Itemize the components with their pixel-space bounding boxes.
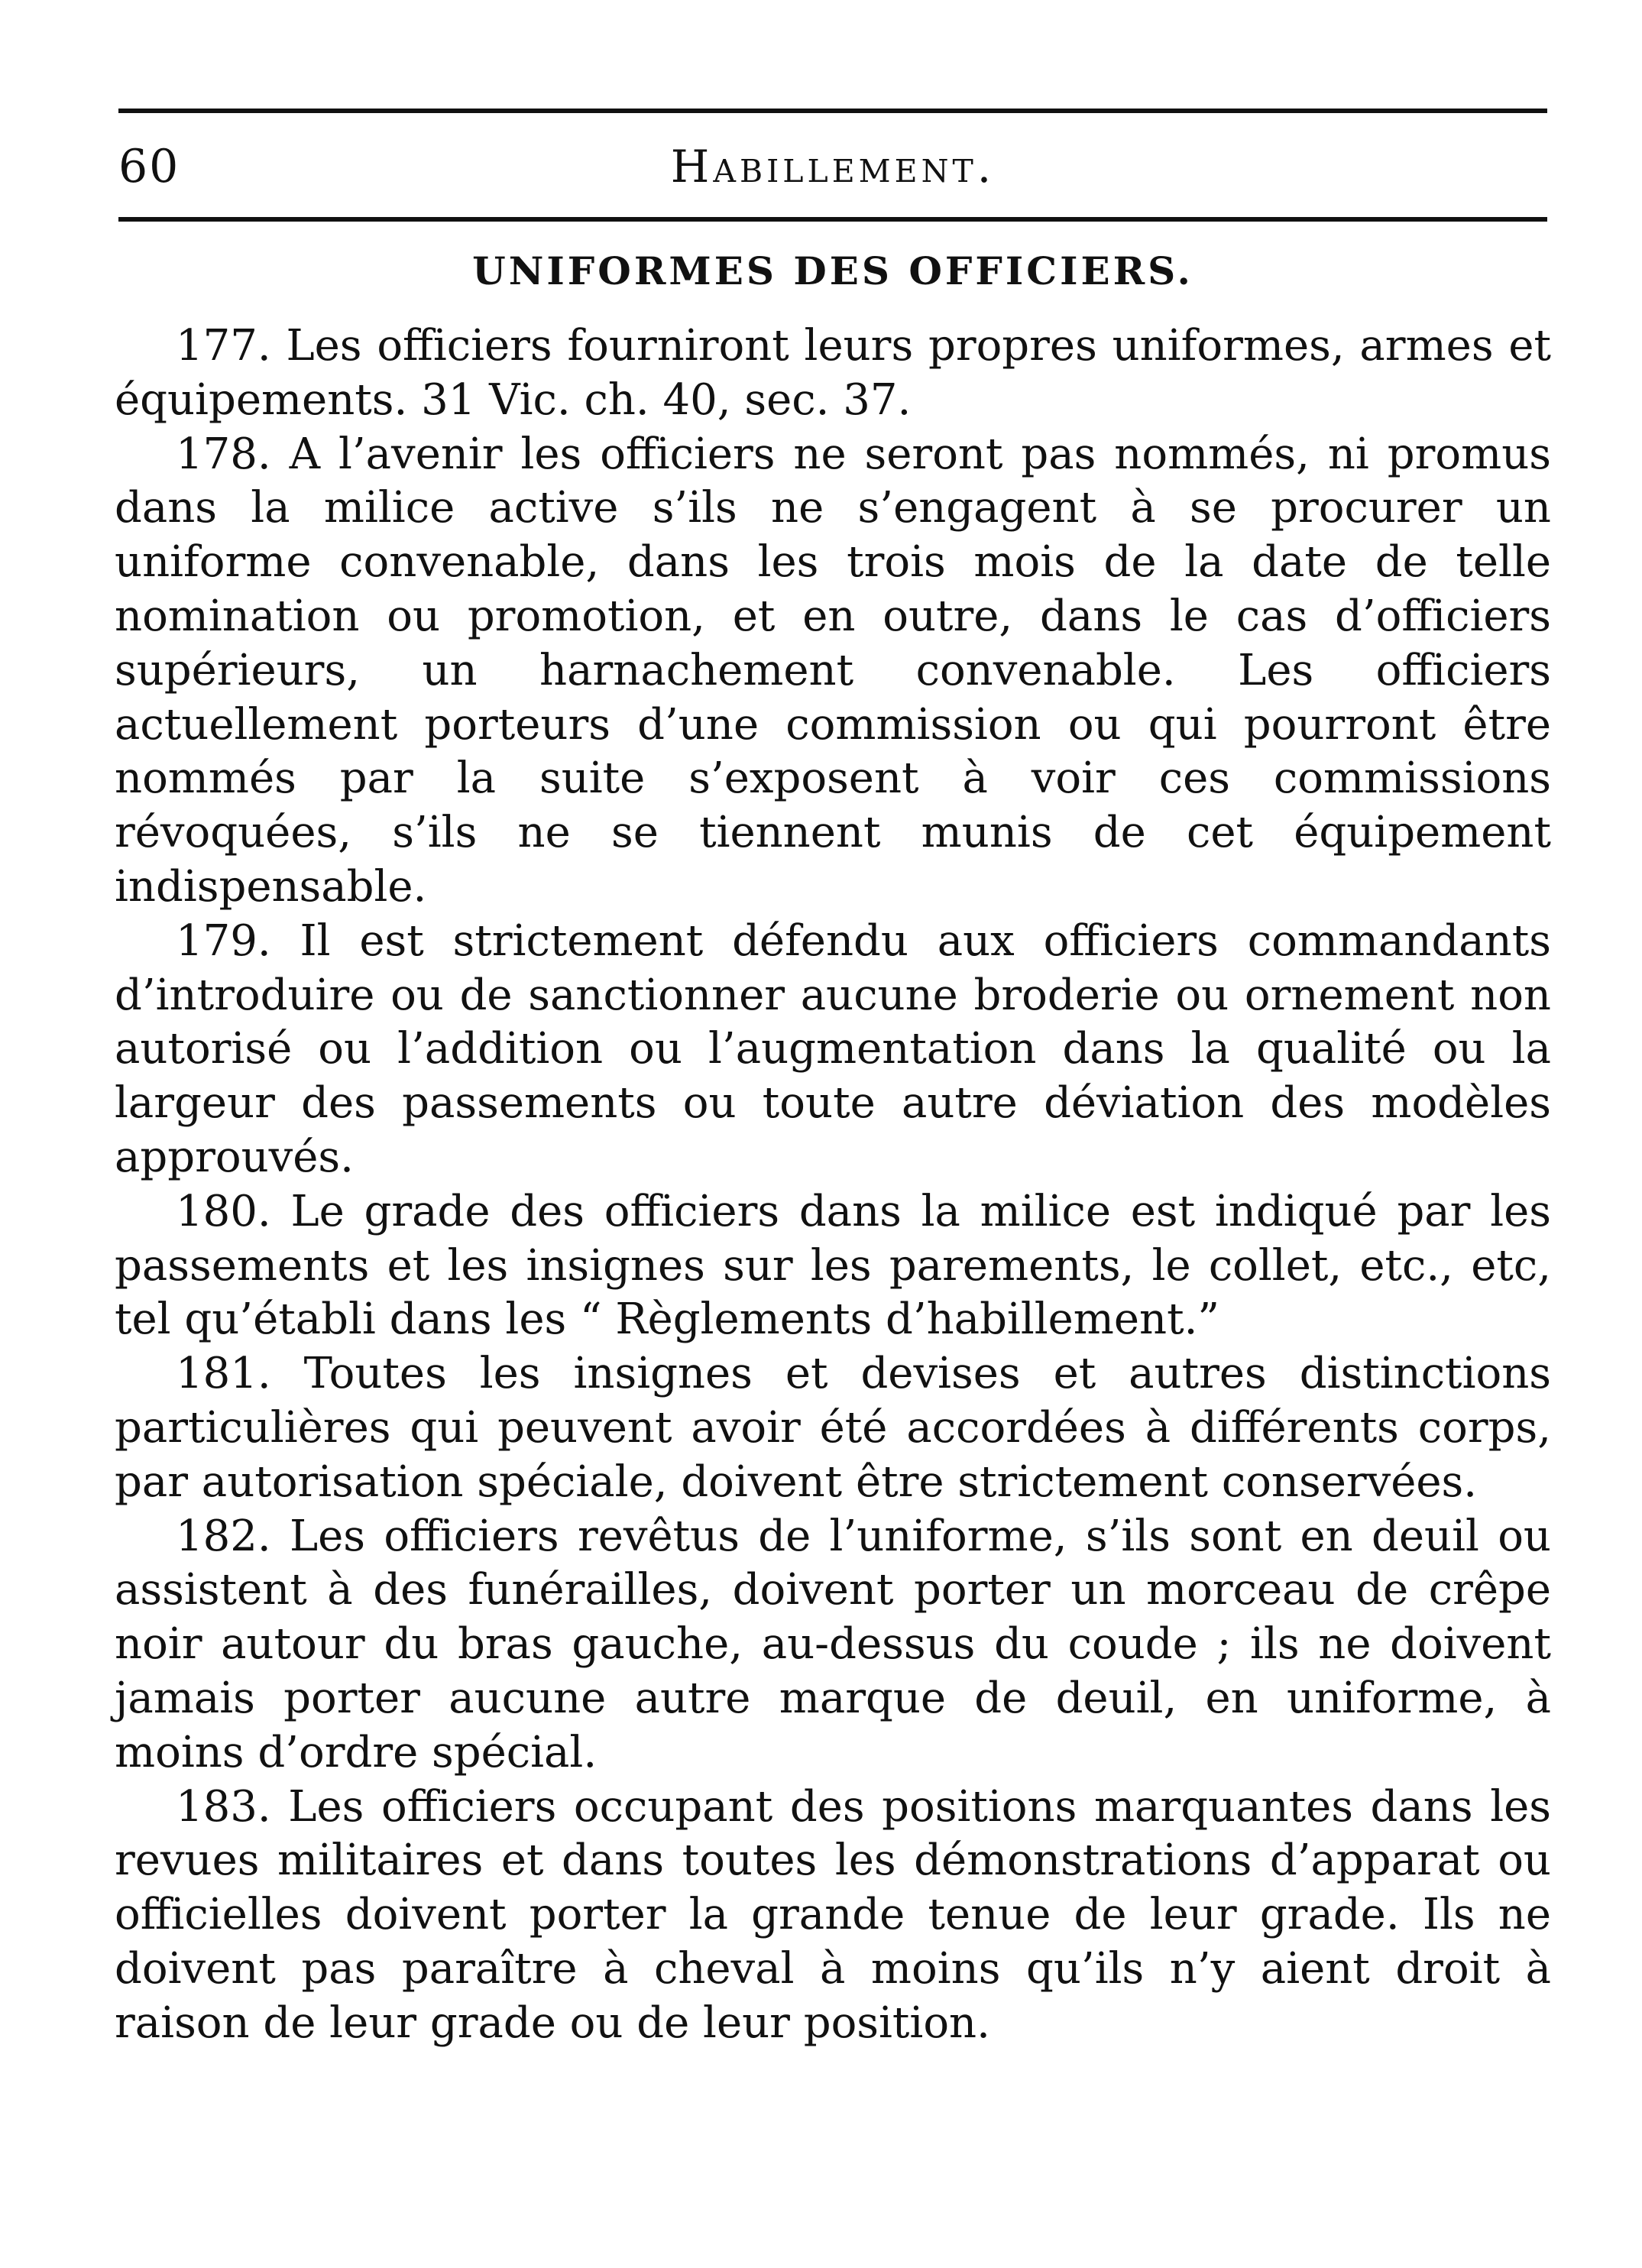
- top-rule: [118, 109, 1547, 113]
- body-text: [115, 319, 1551, 2051]
- page-header: [118, 128, 1547, 205]
- running-title: Habillement.: [670, 141, 996, 193]
- header-rule: [118, 217, 1547, 222]
- paragraph-178: 178. A l’avenir les officiers ne seront pas nommés, ni promus dans la milice active s’ils ne s’engagent à se procurer un uniforme convenable, dans les trois mois de la date de telle nomination ou promotion, et en outre, dans le cas d’officiers supérieurs, un harnachement convenable. Les officiers actuellement porteurs d’une commission ou qui pourront être nommés par la suite s’exposent à voir ces commissions révoquées, s’ils ne se tiennent munis de cet équipement indispensable.: [115, 429, 1551, 912]
- page-number: 60: [118, 140, 180, 193]
- paragraph-182: 182. Les officiers revêtus de l’uniforme, s’ils sont en deuil ou assistent à des funérailles, doivent porter un morceau de crêpe noir autour du bras gauche, au-dessus du coude ; ils ne doivent jamais porter aucune autre marque de deuil, en uniforme, à moins d’ordre spécial.: [115, 1511, 1551, 1777]
- paragraph-179: 179. Il est strictement défendu aux officiers commandants d’introduire ou de sanctionner aucune broderie ou ornement non autorisé ou l’addition ou l’augmentation dans la qualité ou la largeur des passements ou toute autre déviation des modèles approuvés.: [115, 915, 1551, 1182]
- paragraph-181: 181. Toutes les insignes et devises et autres distinctions particulières qui peuvent avoir été accordées à différents corps, par autorisation spéciale, doivent être strictement conservées.: [115, 1349, 1551, 1507]
- paragraph-180: 180. Le grade des officiers dans la milice est indiqué par les passements et les insignes sur les parements, le collet, etc., etc, tel qu’établi dans les “ Règlements d’habillement.”: [115, 1186, 1551, 1345]
- section-title: UNIFORMES DES OFFICIERS.: [472, 248, 1193, 293]
- paragraph-177: 177. Les officiers fourniront leurs propres uniformes, armes et équipements. 31 Vic. ch. 40, sec. 37.: [115, 321, 1551, 425]
- paragraph-183: 183. Les officiers occupant des positions marquantes dans les revues militaires et dans toutes les démonstrations d’apparat ou officielles doivent porter la grande tenue de leur grade. Ils ne doivent pas paraître à cheval à moins qu’ils n’y aient droit à raison de leur grade ou de leur position.: [115, 1781, 1551, 2048]
